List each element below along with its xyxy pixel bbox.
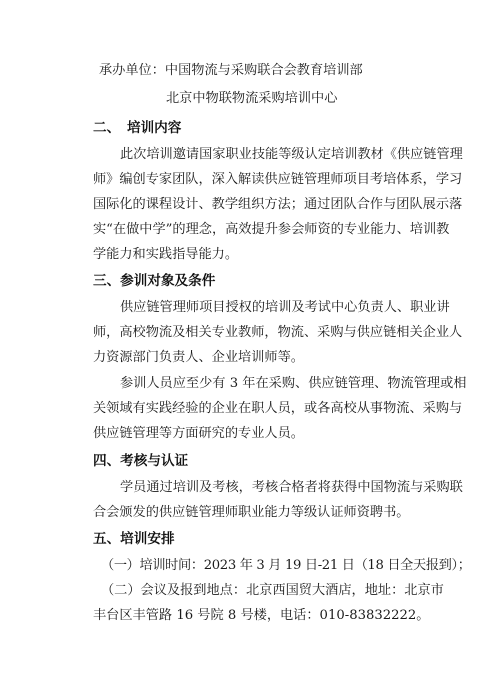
paragraph-line: 学员通过培训及考核，考核合格者将获得中国物流与采购联 [120,480,463,495]
schedule-item-venue-address: 丰台区丰管路 16 号院 8 号楼，电话：010-83832222。 [93,608,430,623]
section-heading-participants: 三、参训对象及条件 [93,273,216,289]
paragraph-line: 国际化的课程设计、教学组织方法；通过团队合作与团队展示落 [93,197,463,212]
schedule-item-time: （一）培训时间：2023 年 3 月 19 日-21 日（18 日全天报到）； [101,558,471,573]
paragraph-line: 师》编创专家团队，深入解读供应链管理师项目考培体系，学习 [93,172,463,187]
paragraph-line: 学能力和实践指导能力。 [93,247,239,262]
paragraph-line: 关领域有实践经验的企业在职人员，或各高校从事物流、采购与 [93,401,463,416]
paragraph-line: 此次培训邀请国家职业技能等级认定培训教材《供应链管理 [120,147,463,162]
paragraph-line: 实“在做中学”的理念，高效提升参会师资的专业能力、培训教 [93,222,450,237]
section-heading-assessment: 四、考核与认证 [93,453,189,469]
paragraph-line: 师，高校物流及相关专业教师，物流、采购与供应链相关企业人 [93,325,463,340]
paragraph-line: 供应链管理等方面研究的专业人员。 [93,426,304,441]
section-heading-schedule: 五、培训安排 [93,531,175,547]
section-heading-training-content: 二、 培训内容 [93,120,182,136]
schedule-item-venue: （二）会议及报到地点：北京西国贸大酒店，地址：北京市 [101,583,444,598]
paragraph-line: 合会颁发的供应链管理师职业能力等级认证师资聘书。 [93,505,410,520]
paragraph-line: 参训人员应至少有 3 年在采购、供应链管理、物流管理或相 [120,376,467,391]
host-unit-line-2: 北京中物联物流采购培训中心 [166,91,338,106]
host-unit-line: 承办单位：中国物流与采购联合会教育培训部 [99,63,363,78]
paragraph-line: 力资源部门负责人、企业培训师等。 [93,350,304,365]
paragraph-line: 供应链管理师项目授权的培训及考试中心负责人、职业讲 [120,300,450,315]
